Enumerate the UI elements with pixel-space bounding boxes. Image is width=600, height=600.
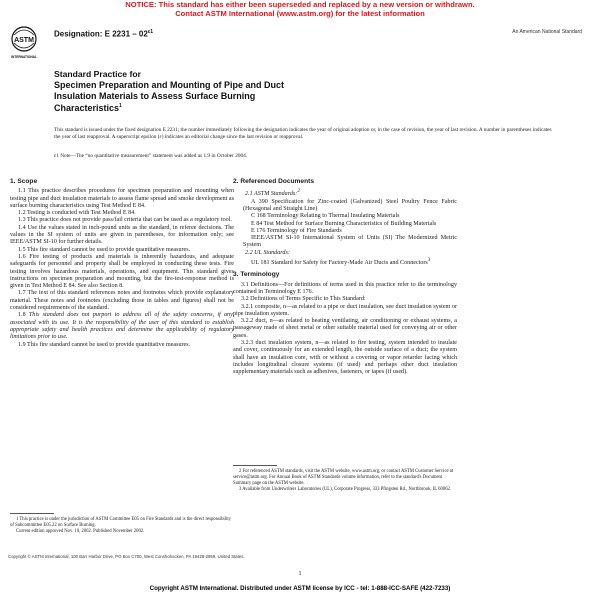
ref-ieee: IEEE/ASTM SI-10 International System of Units (SI) The Modernized Metric System: [243, 235, 457, 249]
ref-ul181: [233, 257, 457, 267]
notice-line-1: NOTICE: This standard has either been superseded and replaced by a new version or withdrawn.: [125, 0, 475, 9]
scope-1-4: 1.4 Use the values stated in inch-pound units as the standard, in referee decisions. The values in the SI system of units are given in parentheses, for information only; see IEEE/ASTM SI-10 for further details.: [10, 224, 234, 246]
designation-number: Designation: E 2231 – 02: [54, 29, 148, 39]
ref-ul181-text: UL 181 Standard for Safety for Factory-Made Air Ducts and Connectors: [251, 260, 428, 267]
issued-note: This standard is issued under the fixed designation E 2231; the number immediately following the designation indicates the year of original adoption or, in the case of revision, the year of last revision. A number in parentheses indicates the year of last reapproval. A superscript epsilon (ε) indicates an editorial change since the last revision or reapproval.: [54, 127, 552, 141]
title-line-2: Insulation Materials to Assess Surface Burning: [54, 90, 256, 101]
ref-e176: E 176 Terminology of Fire Standards: [251, 227, 342, 234]
references-heading: 2. Referenced Documents: [233, 178, 314, 185]
term-3-2-3: 3.2.3 duct insulation system, n—as related to fire testing, system intended to insulate and cover, continuously for an extended length, the outside surface of a duct; the system shall have an insulation core, with or without a covering or vapor retarder facing which includes longitudinal closure systems (if used) and perhaps other duct insulation supplementary materials such as adhesives, fasteners, or tapes (if used).: [233, 340, 457, 376]
scope-1-6: 1.6 Fire testing of products and materials is inherently hazardous, and adequate safeguards for personnel and property shall be employed in conducting these tests. Fire testing involves hazardous materials, operations, and equipment. This standard gives instructions on specimen preparation and mounting, but the fire-test-response method is given in Test Method E 84. See also Section 8.: [10, 253, 234, 290]
ref-a390: A 390 Specification for Zinc-coated (Galvanized) Steel Poultry Fence Fabric (Hexagonal and Straight Line): [243, 198, 457, 212]
title-kind: Standard Practice for: [54, 69, 141, 79]
scope-1-8-lead: 1.8: [18, 312, 26, 319]
editorial-note: ε1 Note—The “no quantitative measurement” statement was added as 1.9 in October 2004.: [54, 153, 248, 159]
title-line-1: Specimen Preparation and Mounting of Pipe and Duct: [54, 80, 285, 90]
ref-ul181-sup: 3: [427, 257, 431, 263]
term-3-2: 3.2 Definitions of Terms Specific to This Standard:: [241, 296, 366, 303]
term-3-2-2: 3.2.2 duct, n—as related to heating ventilating, air conditioning or exhaust systems, a passageway made of sheet metal or other suitable material used for conveying air or other gases.: [233, 318, 457, 339]
title-line-3: [54, 101, 414, 114]
scope-1-3: 1.3 This practice does not provide pass/fail criteria that can be used as a regulatory tool.: [18, 217, 232, 224]
page-number: 1: [298, 571, 302, 577]
supersede-notice: [0, 1, 600, 18]
right-column: [233, 178, 457, 376]
logo-text-top: ASTM: [14, 37, 34, 44]
term-3-2-1: 3.2.1 composite, n—as related to a pipe or duct insulation, see duct insulation system or pipe insulation system.: [233, 303, 457, 317]
footnote-1b: Current edition approved Nov. 10, 2002. Published November 2002.: [16, 529, 145, 534]
scope-1-5: 1.5 This fire standard cannot be used to provide quantitative measures.: [18, 246, 191, 253]
scope-1-9: 1.9 This fire standard cannot be used to provide quantitative measures.: [18, 341, 191, 348]
footnote-divider-left: [10, 513, 54, 514]
logo-text-bottom: INTERNATIONAL: [11, 55, 37, 59]
title-line-3-text: Characteristics: [54, 103, 120, 113]
footnote-divider-right: [233, 465, 277, 466]
ref-e84: E 84 Test Method for Surface Burning Characteristics of Building Materials: [251, 220, 437, 227]
document-title: [54, 69, 414, 114]
astm-standards-label: 2.1 ASTM Standards:: [245, 191, 298, 198]
terminology-heading: 3. Terminology: [233, 271, 280, 279]
footnote-2: 2 For referenced ASTM standards, visit the ASTM website, www.astm.org, or contact ASTM Customer Service at service@astm.org. For Annual Book of ASTM Standards volume information, refer to the standard's Document Summary page on the ASTM website.: [233, 469, 454, 486]
scope-1-1: 1.1 This practice describes procedures for specimen preparation and mounting when testing pipe and duct insulation materials to assess flame spread and smoke development as surface burning characteristics using Test Method E 84.: [10, 188, 234, 209]
astm-logo-icon: [11, 25, 37, 61]
astm-standards-sup: 2: [297, 188, 300, 195]
term-3-1: 3.1 Definitions—For definitions of terms used in this practice refer to the terminology contained in Terminology E 176.: [233, 281, 457, 295]
national-standard-label: An American National Standard: [512, 29, 582, 35]
ref-c168: C 168 Terminology Relating to Thermal Insulating Materials: [251, 213, 400, 220]
notice-line-2: Contact ASTM International (www.astm.org) for the latest information: [175, 8, 425, 18]
ul-standards-head: 2.2 UL Standards:: [245, 249, 290, 256]
designation: [54, 29, 153, 39]
designation-sup: ε1: [147, 29, 153, 35]
scope-1-8: [10, 312, 234, 341]
copyright-line: Copyright © ASTM International, 100 Barr Harbor Drive, PO Box C700, West Conshohocken, PA 19428-2959, United States.: [8, 554, 245, 559]
scope-1-8-text: This standard does not purport to address all of the safety concerns, if any, associated with its use. It is the responsibility of the user of this standard to establish appropriate safety and health practices and determine the applicability of regulatory limitations prior to use.: [10, 312, 234, 341]
footnotes-left: [10, 513, 232, 535]
title-footnote-ref: 1: [119, 103, 122, 109]
footnote-1: 1 This practice is under the jurisdiction of ASTM Committee E05 on Fire Standards and is the direct responsibility of Subcommittee E05.22 on Surface Burning.: [10, 517, 231, 528]
left-column: [10, 178, 234, 349]
scope-1-2: 1.2 Testing is conducted with Test Method E 84.: [18, 210, 136, 217]
footnote-3: 3 Available from Underwriters Laboratories (UL), Corporate Progress, 333 Pfingsten Rd., Northbrook, IL 60062.: [239, 487, 452, 492]
footnotes-right: [233, 465, 457, 493]
astm-standards-head: [233, 188, 457, 198]
scope-heading: 1. Scope: [10, 178, 38, 185]
scope-1-7: 1.7 The text of this standard references notes and footnotes which provide explanatory material. These notes and footnotes (excluding those in tables and figures) shall not be considered requirements of the standard.: [10, 290, 234, 312]
license-line: Copyright ASTM International. Distributed under ASTM license by ICC - tel: 1-888-ICC-SAFE (422-7233): [149, 585, 451, 592]
